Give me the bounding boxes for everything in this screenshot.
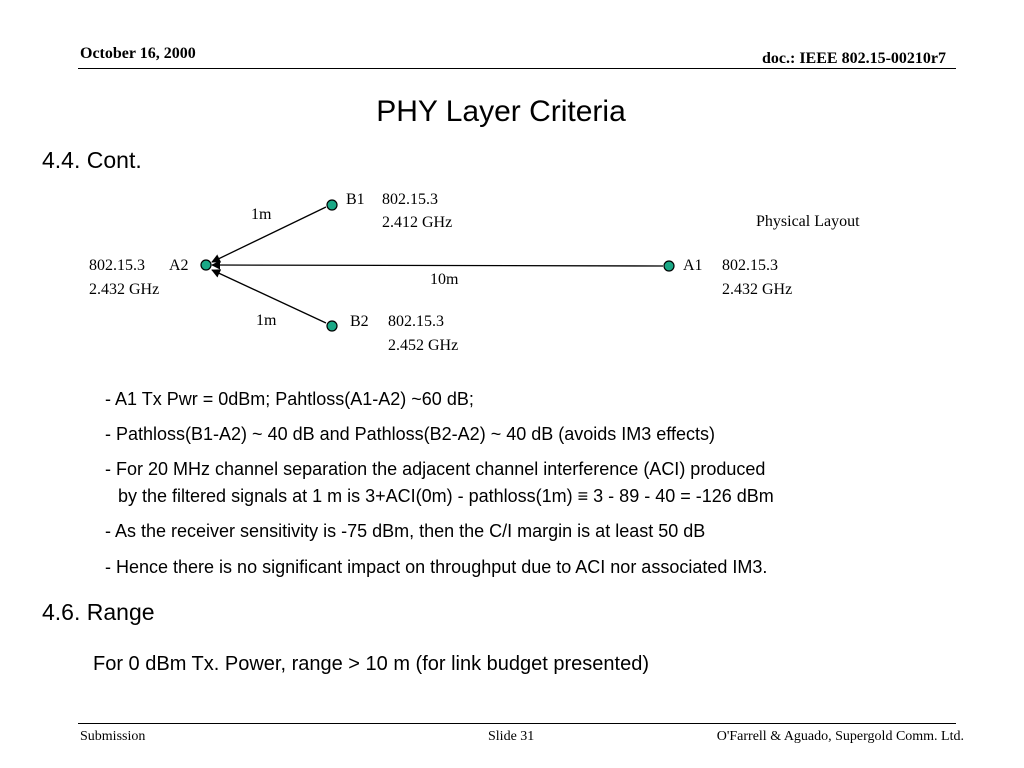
node-b1 — [327, 200, 337, 210]
distance-b1-a2: 1m — [251, 206, 272, 223]
header-doc-id: doc.: IEEE 802.15-00210r7 — [762, 50, 946, 67]
bullet-tx-power: - A1 Tx Pwr = 0dBm; Pahtloss(A1-A2) ~60 dB; — [105, 389, 474, 409]
footer-slide-number: Slide 31 — [488, 729, 535, 744]
diagram-caption: Physical Layout — [756, 213, 860, 230]
node-a1-name: A1 — [683, 257, 703, 274]
node-a2 — [201, 260, 211, 270]
link-a1-a2 — [212, 265, 663, 266]
node-b2-frequency: 2.452 GHz — [388, 337, 459, 354]
node-b1-name: B1 — [346, 191, 365, 208]
bullet-aci-line1: - For 20 MHz channel separation the adjacent channel interference (ACI) produced — [105, 459, 766, 479]
footer-authors: O'Farrell & Aguado, Supergold Comm. Ltd. — [716, 729, 964, 744]
bullet-pathloss: - Pathloss(B1-A2) ~ 40 dB and Pathloss(B2-A2) ~ 40 dB (avoids IM3 effects) — [105, 424, 715, 444]
bullet-aci-line2: by the filtered signals at 1 m is 3+ACI(0m) - pathloss(1m) ≡ 3 - 89 - 40 = -126 dBm — [118, 486, 774, 506]
node-a1-frequency: 2.432 GHz — [722, 281, 793, 298]
node-b1-standard: 802.15.3 — [382, 191, 438, 208]
footer-submission: Submission — [80, 729, 146, 744]
node-a2-name: A2 — [169, 257, 189, 274]
node-a1 — [664, 261, 674, 271]
distance-a1-a2: 10m — [430, 271, 459, 288]
distance-b2-a2: 1m — [256, 312, 277, 329]
footer-rule — [78, 723, 956, 724]
section-heading-range: 4.6. Range — [42, 599, 155, 625]
node-b1-frequency: 2.412 GHz — [382, 214, 453, 231]
section-heading-cont: 4.4. Cont. — [42, 147, 142, 173]
node-a2-frequency: 2.432 GHz — [89, 281, 160, 298]
node-a2-standard: 802.15.3 — [89, 257, 145, 274]
bullet-sensitivity: - As the receiver sensitivity is -75 dBm, then the C/I margin is at least 50 dB — [105, 521, 706, 541]
header-date: October 16, 2000 — [80, 45, 196, 62]
page-title: PHY Layer Criteria — [376, 95, 626, 128]
bullet-conclusion: - Hence there is no significant impact on throughput due to ACI nor associated IM3. — [105, 557, 768, 577]
range-statement: For 0 dBm Tx. Power, range > 10 m (for link budget presented) — [93, 653, 650, 675]
node-b2-standard: 802.15.3 — [388, 313, 444, 330]
node-b2 — [327, 321, 337, 331]
node-a1-standard: 802.15.3 — [722, 257, 778, 274]
node-b2-name: B2 — [350, 313, 369, 330]
